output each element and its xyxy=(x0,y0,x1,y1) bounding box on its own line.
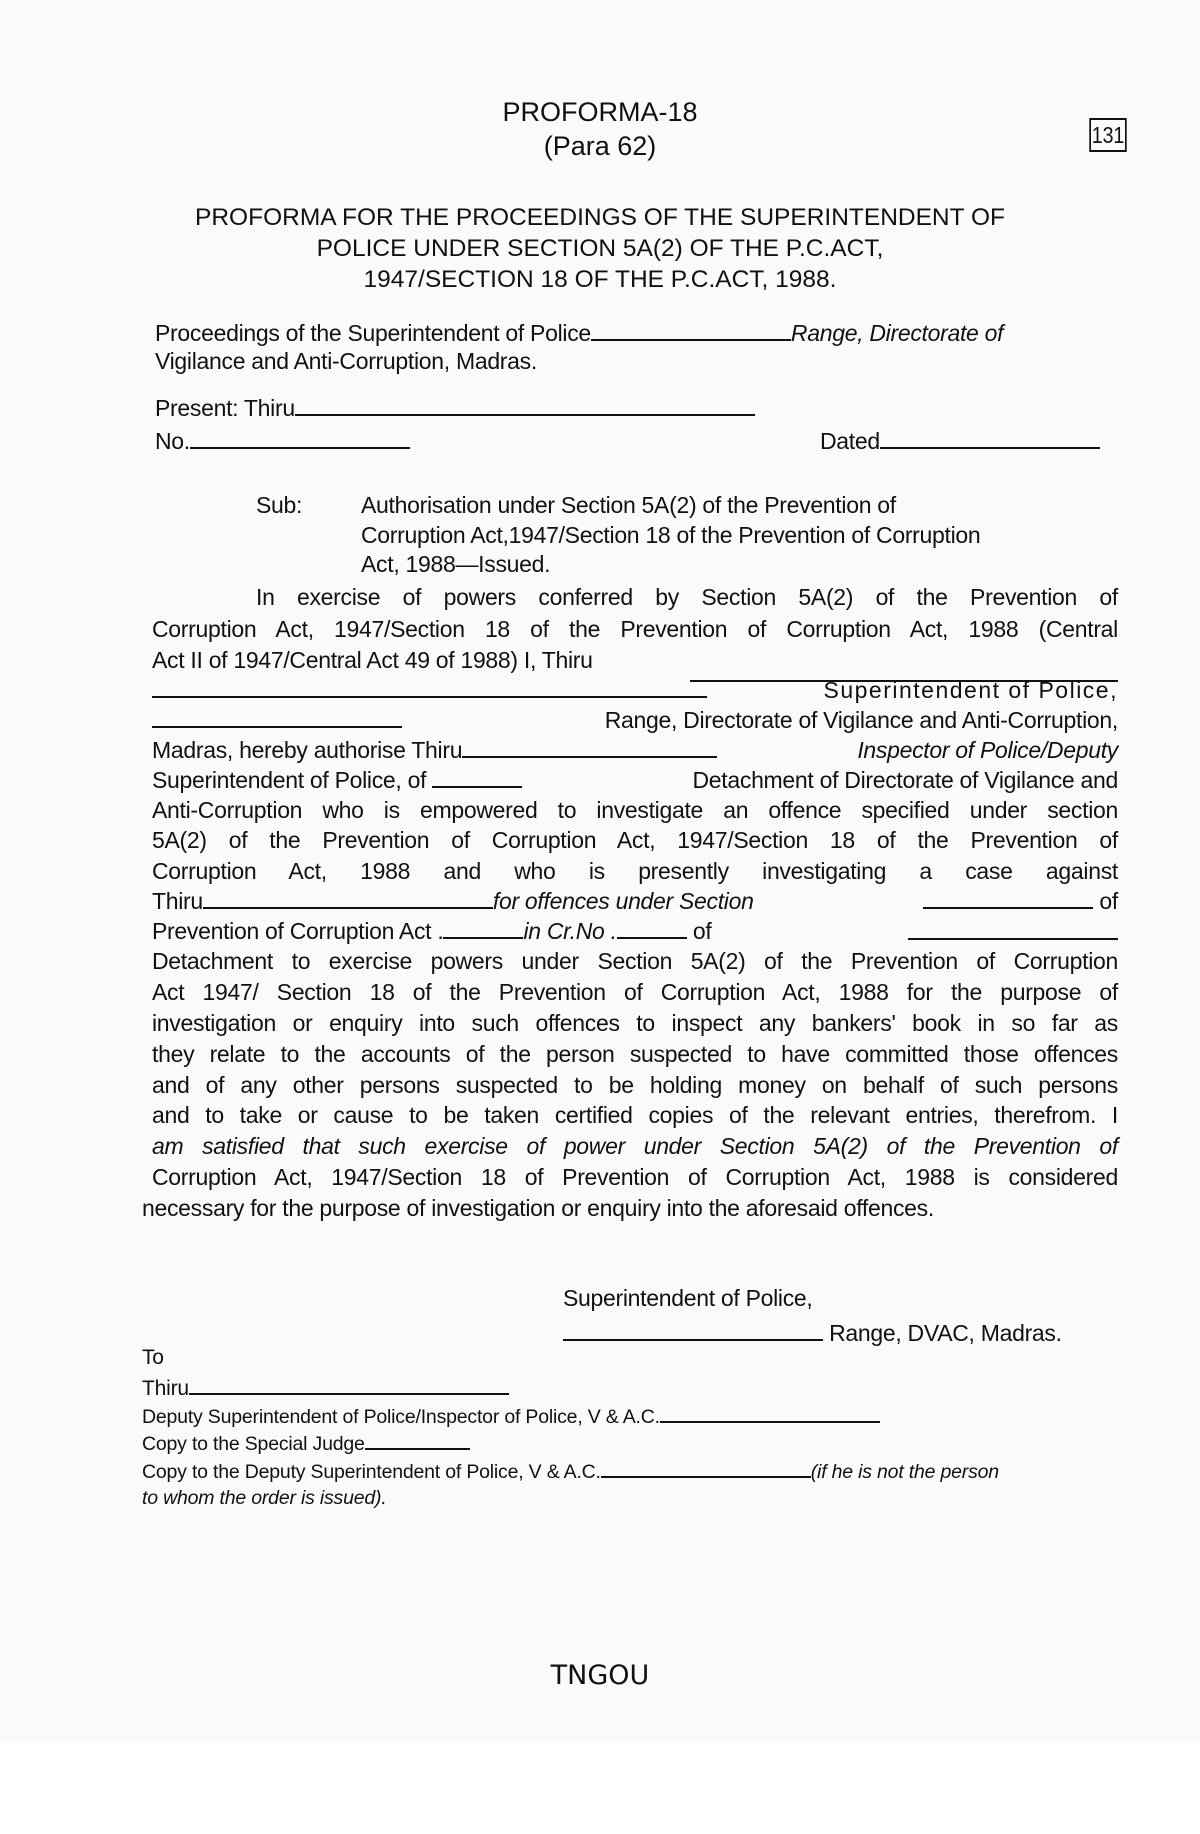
body-line: 5A(2) of the Prevention of Corruption Act, 1947/Section 18 of the Prevention of xyxy=(152,827,1118,853)
name-blank xyxy=(152,678,707,698)
body-line: Superintendent of Police, xyxy=(152,675,1118,705)
authorised-officer-blank xyxy=(462,738,717,758)
body-line: Range, Directorate of Vigilance and Anti-Corruption, xyxy=(152,705,1118,735)
copy-dsp: Copy to the Deputy Superintendent of Police, V & A.C. (if he is not the person xyxy=(142,1461,999,1483)
proceedings-line-1: Proceedings of the Superintendent of Police Range, Directorate of xyxy=(155,320,1004,346)
page-number-box: 131 xyxy=(1089,118,1126,152)
dsp-blank xyxy=(601,1462,811,1478)
detachment-blank xyxy=(432,768,522,788)
body-line: necessary for the purpose of investigation or enquiry into the aforesaid offences. xyxy=(142,1195,934,1221)
body-line: Act II of 1947/Central Act 49 of 1988) I, Thiru xyxy=(152,647,593,673)
title-line: 1947/SECTION 18 OF THE P.C.ACT, 1988. xyxy=(363,266,837,293)
copy-special-judge: Copy to the Special Judge xyxy=(142,1432,470,1457)
to-thiru: Thiru xyxy=(142,1376,509,1401)
body-line: Corruption Act, 1947/Section 18 of Prevention of Corruption Act, 1988 is considered xyxy=(152,1164,1118,1190)
title-line: PROFORMA FOR THE PROCEEDINGS OF THE SUPERINTENDENT OF xyxy=(195,204,1005,231)
to-label: To xyxy=(142,1346,164,1369)
addressee-designation: Deputy Superintendent of Police/Inspector of Police, V & A.C. xyxy=(142,1405,880,1430)
dated-line: Dated xyxy=(820,426,1100,456)
judge-blank xyxy=(365,1434,470,1450)
range-blank xyxy=(591,321,791,341)
crime-number-blank xyxy=(617,919,687,939)
para-reference: (Para 62) xyxy=(543,131,657,161)
signature-range-blank xyxy=(563,1321,823,1341)
body-line: Act 1947/ Section 18 of the Prevention of Corruption Act, 1988 for the purpose of xyxy=(152,979,1118,1005)
range-blank-2 xyxy=(152,708,402,728)
body-line: am satisfied that such exercise of power under Section 5A(2) of the Prevention of xyxy=(152,1133,1118,1159)
body-line: Detachment to exercise powers under Section 5A(2) of the Prevention of Corruption xyxy=(152,948,1118,974)
body-line: and of any other persons suspected to be holding money on behalf of such persons xyxy=(152,1072,1118,1098)
signature-range: Range, DVAC, Madras. xyxy=(563,1318,1062,1348)
detachment-name-blank xyxy=(908,920,1118,940)
proceedings-line-2: Vigilance and Anti-Corruption, Madras. xyxy=(155,348,537,374)
body-line: Madras, hereby authorise Thiru Inspector of Police/Deputy xyxy=(152,737,1118,763)
document-title xyxy=(0,202,1200,295)
subject-line: Authorisation under Section 5A(2) of the Prevention of xyxy=(361,492,896,518)
footer-watermark: TNGOU xyxy=(550,1660,650,1691)
body-line: Corruption Act, 1947/Section 18 of the Prevention of Corruption Act, 1988 (Central xyxy=(152,616,1118,642)
body-line: In exercise of powers conferred by Section 5A(2) of the Prevention of xyxy=(256,584,1118,610)
act-blank xyxy=(443,919,523,939)
body-line: and to take or cause to be taken certified copies of the relevant entries, therefrom. I xyxy=(152,1102,1118,1128)
body-line: they relate to the accounts of the person suspected to have committed those offences xyxy=(152,1041,1118,1067)
dated-blank xyxy=(880,429,1100,449)
subject-line: Corruption Act,1947/Section 18 of the Prevention of Corruption xyxy=(361,522,981,548)
copy-dsp-note: to whom the order is issued). xyxy=(142,1487,387,1509)
number-line: No. xyxy=(155,426,410,456)
proforma-heading: PROFORMA-18 xyxy=(502,97,698,127)
body-line: Anti-Corruption who is empowered to investigate an offence specified under section xyxy=(152,797,1118,823)
body-line: Thiru for offences under Section of xyxy=(152,888,1118,914)
section-blank xyxy=(923,889,1093,909)
subject-label: Sub: xyxy=(256,492,303,518)
vac-blank xyxy=(660,1407,880,1423)
body-line: Prevention of Corruption Act . in Cr.No . of xyxy=(152,916,1118,946)
body-line: Corruption Act, 1988 and who is presently investigating a case against xyxy=(152,858,1118,884)
signature-title: Superintendent of Police, xyxy=(563,1285,813,1311)
addressee-blank xyxy=(189,1379,509,1395)
title-line: POLICE UNDER SECTION 5A(2) OF THE P.C.ACT, xyxy=(316,235,884,262)
present-blank xyxy=(295,396,755,416)
body-line: Superintendent of Police, of Detachment of Directorate of Vigilance and xyxy=(152,767,1118,793)
number-blank xyxy=(190,429,410,449)
body-line: investigation or enquiry into such offences to inspect any bankers' book in so far as xyxy=(152,1010,1118,1036)
accused-blank xyxy=(203,889,493,909)
subject-line: Act, 1988—Issued. xyxy=(361,551,551,577)
present-line: Present: Thiru xyxy=(155,393,755,423)
